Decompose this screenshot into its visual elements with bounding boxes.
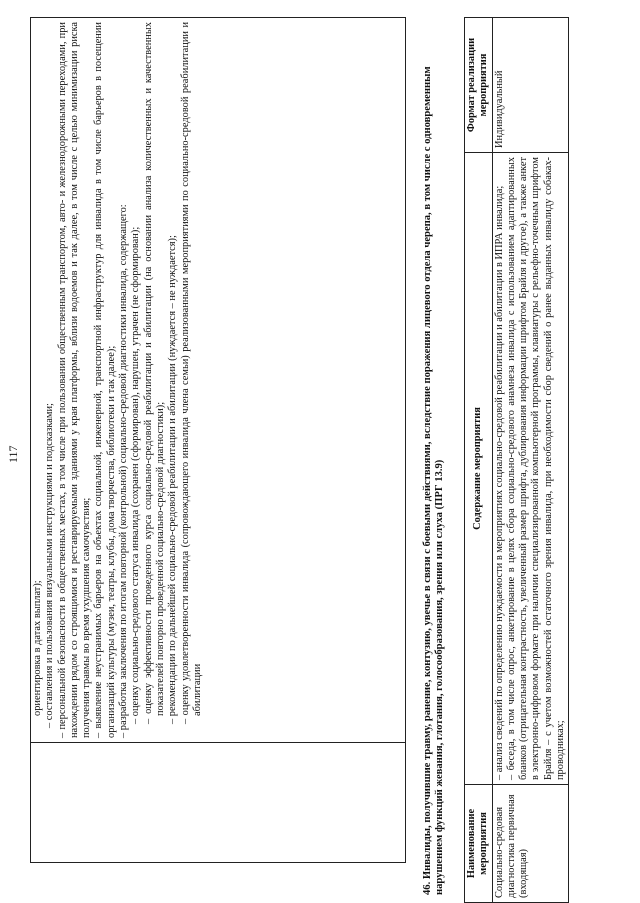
page-number: 117 xyxy=(6,445,20,463)
content-line: – оценку удовлетворенности инвалида (сопровождающего инвалида члена семьи) реализованными мероприятиями по социально-средовой реабилитации и абилитации xyxy=(179,22,203,724)
content-paragraph: – анализ сведений по определению нуждаемости в мероприятиях социально-средовой реабилитации и абилитации в ИПРА инвалида; xyxy=(493,185,505,780)
table-header-row xyxy=(465,18,493,903)
content-paragraph: – беседа, в том числе опрос, анкетирование в целях сбора социально-средового анамнеза инвалида с использованием адаптированных бланков (отрицательная контрастность, увеличенный размер шрифта, дублирования информации шрифтом Брайля и другое), а также анкет в электронно-цифровом формате при наличии специализированной компьютерной программы, клавиатуры с рельефно-точечным шрифтом Брайля – с учетом возможностей остаточного зрения инвалида, при необходимости сбор сведений о ранее выданных инвалиду собаках-проводниках; xyxy=(505,157,567,780)
empty-name-cell xyxy=(31,743,406,863)
continued-activities-table xyxy=(30,17,406,863)
content-line: – персональной безопасности в общественных местах, в том числе при пользовании общественным транспортом, авто- и железнодорожными переходами, при нахождении рядом со строящимися и реставрируемыми зданиями у края платформы, вблизи водоемов и так далее, в том числе с целью минимизации риска получения травмы во время ухудшения самочувствия; xyxy=(56,22,93,738)
content-line: ориентировка в датах выплат); xyxy=(32,580,43,716)
activities-table-46 xyxy=(464,17,569,903)
header-activity-content: Содержание мероприятия xyxy=(465,153,493,785)
content-line: – разработка заключения по итогам повторной (контрольной) социально-средовой диагностики инвалида, содержащего: xyxy=(118,204,130,738)
activity-name-cell: Социально-средовая диагностика первичная (входящая) xyxy=(492,785,569,903)
activity-format-cell: Индивидуальный xyxy=(492,18,569,153)
content-line: – составления и пользования визуальными инструкциями и подсказками; xyxy=(44,403,56,728)
content-line: – оценку социально-средового статуса инвалида (сохранен (сформирован), нарушен, утрачен (не сформирован); xyxy=(130,226,142,724)
header-activity-format: Формат реализации мероприятия xyxy=(465,18,493,153)
header-activity-name: Наименование мероприятия xyxy=(465,785,493,903)
table-row xyxy=(31,18,406,863)
activity-content-cell xyxy=(492,153,569,785)
content-line: – оценку эффективности проведенного курса социально-средовой реабилитации и абилитации (на основании анализа количественных и качественных показателей повторно проведенной социально-средовой диагностики); xyxy=(142,22,166,724)
content-line: – выявление неустранимых барьеров на объектах социальной, инженерной, транспортной инфраструктур для инвалида в том числе барьеров в посещении организаций культуры (музеи, театры, клубы, дома творчества, библиотеки и так далее); xyxy=(93,22,117,738)
activity-content-cell xyxy=(31,18,406,743)
section-heading: 46. Инвалиды, получившие травму, ранение, контузию, увечье в связи с боевыми действиями, вследствие поражения лицевого отдела черепа, в том числе с одновременным нарушением функций жевания, глотания, голосообразования, зрения или слуха (ПРГ 13.9) xyxy=(422,66,446,895)
content-line: – рекомендации по дальнейшей социально-средовой реабилитации и абилитации (нуждается – не нуждается); xyxy=(167,235,179,724)
table-row xyxy=(492,18,569,903)
